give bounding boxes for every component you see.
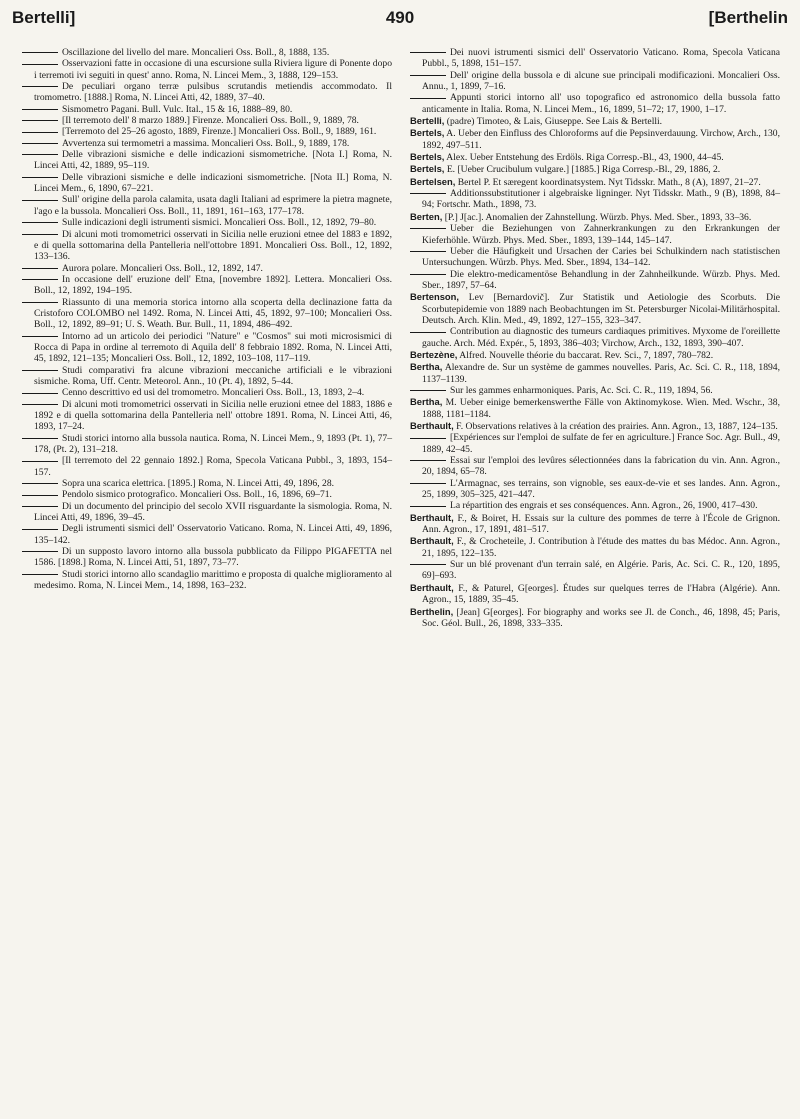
bibliography-entry [22, 399, 392, 433]
entry-text: Bertel P. Et særegent koordinatsystem. Nyt Tidsskr. Math., 8 (A), 1897, 21–27. [457, 176, 761, 188]
entry-text: Appunti storici intorno all' uso topografico ed astronomico della bussola fatto anticamente in Italia. Roma, N. Lincei Mem., 16, 1899, 51–72; 17, 1900, 1–17. [422, 92, 780, 115]
entry-text: Delle vibrazioni sismiche e delle indicazioni sismometriche. [Nota I.] Roma, N. Lincei Atti, 42, 1889, 95–119. [34, 149, 392, 172]
bibliography-entry [410, 420, 780, 432]
ditto-dash [22, 529, 58, 530]
bibliography-entry [410, 163, 780, 175]
bibliography-entry [410, 478, 780, 501]
entry-text: L'Armagnac, ses terrains, son vignoble, ses eaux-de-vie et ses landes. Ann. Agron., 25, 1899, 305–325, 421–447. [422, 477, 780, 501]
entry-text: Studi comparativi fra alcune vibrazioni meccaniche artificiali e le vibrazioni sismiche. Roma, Uff. Centr. Meteorol. Ann., 10 (Pt. 4), 1892, 5–44. [34, 364, 392, 387]
ditto-dash [22, 109, 58, 110]
bibliography-entry [410, 70, 780, 93]
entry-text: [Expériences sur l'emploi de sulfate de fer en agriculture.] France Soc. Agr. Bull., 49, 1889, 42–45. [422, 432, 780, 455]
entry-text: Additionssubstitutioner i algebraiske ligninger. Nyt Tidsskr. Math., 9 (B), 1898, 84–94; Fortschr. Math., 1898, 73. [422, 188, 780, 211]
entry-text: Ueber die Beziehungen von Zahnerkrankungen zu den Erkrankungen der Kieferhöhle. Würzb. Phys. Med. Sber., 1893, 139–144, 145–147. [422, 223, 780, 246]
ditto-dash [22, 551, 58, 552]
bibliography-entry [22, 81, 392, 104]
bibliography-entry [410, 512, 780, 536]
page-number: 490 [385, 8, 415, 27]
entry-text: Avvertenza sui termometri a massima. Moncalieri Oss. Boll., 9, 1889, 178. [62, 137, 350, 149]
ditto-dash [22, 336, 58, 337]
bibliography-entry [22, 365, 392, 388]
entry-text: Studi storici intorno alla bussola nautica. Roma, N. Lincei Mem., 9, 1893 (Pt. 1), 77–178, (Pt. 2), 131–218. [34, 432, 392, 456]
ditto-dash [22, 234, 58, 235]
entry-text: Sopra una scarica elettrica. [1895.] Roma, N. Lincei Atti, 49, 1896, 28. [62, 478, 335, 490]
author-name: Bertezène, [410, 348, 458, 360]
entry-text: Dei nuovi istrumenti sismici dell' Osservatorio Vaticano. Roma, Specola Vaticana Pubbl., 5, 1898, 151–157. [422, 47, 780, 70]
bibliography-entry [410, 559, 780, 582]
entry-text: [Il terremoto dell' 8 marzo 1889.] Firenze. Moncalieri Oss. Boll., 9, 1889, 78. [62, 115, 359, 127]
author-name: Bertha, [410, 361, 443, 373]
entry-text: Oscillazione del livello del mare. Moncalieri Oss. Boll., 8, 1888, 135. [62, 47, 330, 58]
ditto-dash [22, 393, 58, 394]
entry-text: A. Ueber den Einfluss des Chloroforms auf die Pepsinverdauung. Virchow, Arch., 130, 1892, 497–511. [422, 128, 780, 151]
ditto-dash [410, 98, 446, 99]
entry-text: Dell' origine della bussola e di alcune sue principali modificazioni. Moncalieri Oss. Annu., 1, 1899, 7–16. [422, 69, 780, 93]
author-name: Bertha, [410, 396, 443, 408]
bibliography-entry [410, 127, 780, 151]
bibliography-entry [410, 432, 780, 455]
ditto-dash [22, 302, 58, 303]
ditto-dash [22, 268, 58, 269]
entry-text: Di un supposto lavoro intorno alla bussola pubblicato da Filippo PIGAFETTA nel 1586. [1898.] Roma, N. Lincei Atti, 51, 1897, 73–77. [34, 546, 392, 569]
bibliography-entry [22, 229, 392, 263]
ditto-dash [22, 120, 58, 121]
ditto-dash [410, 460, 446, 461]
ditto-dash [22, 177, 58, 178]
ditto-dash [410, 251, 446, 252]
entry-text: Di alcuni moti tromometrici osservati in Sicilia nelle eruzioni etnee del 1883, 1886 e 1892 e di quella sottomarina della Pantelleria nell' ottobre 1891. Roma, N. Lincei Atti, 46, 1893, 17–24. [34, 398, 392, 433]
ditto-dash [22, 132, 58, 133]
bibliography-entry [410, 115, 780, 127]
entry-text: [P.] J[ac.]. Anomalien der Zahnstellung. Würzb. Phys. Med. Sber., 1893, 33–36. [444, 211, 752, 223]
ditto-dash [22, 86, 58, 87]
bibliography-entry [22, 331, 392, 365]
entry-text: Alexandre de. Sur un système de gammes nouvelles. Paris, Ac. Sci. C. R., 118, 1894, 1137–1139. [422, 362, 780, 385]
ditto-dash [22, 461, 58, 462]
bibliography-entry [22, 47, 392, 58]
bibliography-entry [410, 47, 780, 70]
bibliography-entry [22, 546, 392, 569]
ditto-dash [22, 483, 58, 484]
bibliography-entry [22, 523, 392, 546]
entry-text: Sur un blé provenant d'un terrain salé, en Algérie. Paris, Ac. Sci. C. R., 120, 1895, 69]–693. [422, 559, 780, 582]
bibliography-entry [410, 535, 780, 559]
bibliography-entry [410, 500, 780, 511]
bibliography-entry [410, 606, 780, 630]
entry-text: De peculiari organo terræ pulsibus scrutandis metiendis accommodato. Il tromometro. [1888.] Roma, N. Lincei Atti, 42, 1889, 37–40. [34, 81, 392, 104]
entry-text: F., & Crocheteile, J. Contribution à l'étude des mattes du bas Médoc. Ann. Agron., 21, 1895, 122–135. [422, 536, 780, 559]
ditto-dash [22, 154, 58, 155]
ditto-dash [410, 390, 446, 391]
entry-text: Sismometro Pagani. Bull. Vulc. Ital., 15 & 16, 1888–89, 80. [62, 103, 293, 115]
bibliography-entry [22, 263, 392, 274]
entry-text: Die elektro-medicamentöse Behandlung in der Zahnheilkunde. Würzb. Phys. Med. Sber., 1897, 57–64. [422, 268, 780, 291]
entry-text: F. Observations relatives à la création des prairies. Ann. Agron., 13, 1887, 124–135. [456, 421, 778, 432]
bibliography-entry [410, 151, 780, 163]
bibliography-entry [22, 138, 392, 149]
author-name: Berthault, [410, 420, 454, 431]
bibliography-entry [410, 211, 780, 223]
author-name: Bertelsen, [410, 175, 456, 187]
entry-text: Alfred. Nouvelle théorie du baccarat. Rev. Sci., 7, 1897, 780–782. [459, 349, 714, 361]
bibliography-entry [22, 489, 392, 500]
entry-text: Alex. Ueber Entstehung des Erdöls. Riga Corresp.-Bl., 43, 1900, 44–45. [446, 152, 724, 164]
bibliography-entry [410, 385, 780, 396]
ditto-dash [22, 370, 58, 371]
bibliography-entry [22, 297, 392, 331]
entry-text: (padre) Timoteo, & Lais, Giuseppe. See Lais & Bertelli. [446, 116, 663, 128]
bibliography-entry [410, 92, 780, 115]
bibliography-entry [22, 501, 392, 524]
author-name: Bertels, [410, 127, 445, 139]
bibliography-entry [410, 223, 780, 246]
ditto-dash [410, 332, 446, 333]
bibliography-entry [410, 455, 780, 478]
bibliography-entry [410, 269, 780, 292]
ditto-dash [410, 438, 446, 439]
ditto-dash [22, 143, 58, 144]
entry-text: [Il terremoto del 22 gennaio 1892.] Roma, Specola Vaticana Pubbl., 3, 1893, 154–157. [34, 455, 392, 478]
bibliography-entry [22, 274, 392, 297]
bibliography-entry [22, 217, 392, 228]
bibliography-entry [22, 387, 392, 398]
right-column [410, 47, 780, 629]
entry-text: M. Ueber einige bemerkenswerthe Fälle von Aktinomykose. Wien. Med. Wschr., 38, 1888, 1181–1184. [422, 397, 780, 420]
ditto-dash [22, 222, 58, 223]
entry-text: Sull' origine della parola calamita, usata dagli Italiani ad esprimere la pietra magnete, l'ago e la bussola. Moncalieri Oss. Boll., 11, 1891, 161–163, 177–178. [34, 194, 392, 217]
entry-text: Studi storici intorno allo scandaglio marittimo e proposta di qualche miglioramento al medesimo. Roma, N. Lincei Mem., 14, 1898, 163–232. [34, 568, 392, 592]
entry-text: E. [Ueber Crucibulum vulgare.] [1885.] Riga Corresp.-Bl., 29, 1886, 2. [446, 164, 721, 176]
bibliography-entry [22, 126, 392, 137]
bibliography-entry [410, 246, 780, 269]
left-column [22, 47, 392, 592]
ditto-dash [22, 438, 58, 439]
ditto-dash [22, 506, 58, 507]
ditto-dash [410, 75, 446, 76]
bibliography-entry [410, 396, 780, 420]
header-right-catchword: [Berthelin [708, 8, 788, 27]
entry-text: Essai sur l'emploi des levûres sélectionnées dans la fabrication du vin. Ann. Agron., 20, 1894, 65–78. [422, 455, 780, 478]
ditto-dash [410, 483, 446, 484]
entry-text: Riassunto di una memoria storica intorno alla scoperta della declinazione fatta da Cristoforo COLOMBO nel 1492. Roma, N. Lincei Atti, 45, 1892, 97–100; Moncalieri Oss. Boll., 12, 1892, 89–91; U. S. Weath. Bur. Bull., 11, 1894, 486–492. [34, 296, 392, 331]
bibliography-entry [22, 194, 392, 217]
entry-text: Di un documento del principio del secolo XVII risguardante la sismologia. Roma, N. Lincei Atti, 49, 1896, 39–45. [34, 500, 392, 524]
entry-text: [Terremoto del 25–26 agosto, 1889, Firenze.] Moncalieri Oss. Boll., 9, 1889, 161. [62, 126, 377, 138]
ditto-dash [22, 574, 58, 575]
entry-text: Intorno ad un articolo dei periodici "Nature" e "Cosmos" sui moti microsismici di Rocca di Papa in ordine al terremoto di Aquila dell' 8 febbraio 1892. Roma, N. Lincei Atti, 45, 1892, 121–135; Moncalieri Oss. Boll., 12, 1892, 103–108, 117–119. [34, 330, 392, 365]
ditto-dash [22, 495, 58, 496]
bibliography-entry [410, 176, 780, 188]
bibliography-entry [410, 188, 780, 211]
author-name: Berten, [410, 210, 443, 222]
bibliography-entry [22, 172, 392, 195]
ditto-dash [410, 274, 446, 275]
entry-text: Osservazioni fatte in occasione di una escursione sulla Riviera ligure di Ponente dopo i terremoti ivi seguiti in quest' anno. Roma, N. Lincei Mem., 3, 1888, 129–153. [34, 58, 392, 81]
bibliography-entry [410, 361, 780, 385]
bibliography-entry [410, 582, 780, 606]
ditto-dash [410, 564, 446, 565]
author-name: Berthault, [410, 511, 454, 523]
ditto-dash [410, 506, 446, 507]
entry-text: In occasione dell' eruzione dell' Etna, [novembre 1892]. Lettera. Moncalieri Oss. Boll., 12, 1892, 194–195. [34, 273, 392, 297]
entry-text: Sulle indicazioni degli istrumenti sismici. Moncalieri Oss. Boll., 12, 1892, 79–80. [62, 217, 377, 229]
entry-text: Pendolo sismico protografico. Moncalieri Oss. Boll., 16, 1896, 69–71. [62, 489, 332, 501]
ditto-dash [22, 404, 58, 405]
entry-text: Contribution au diagnostic des tumeurs cardiaques primitives. Myxome de l'oreillette gauche. Arch. Méd. Expér., 5, 1893, 386–403; Virchow, Arch., 132, 1893, 390–407. [422, 326, 780, 349]
bibliography-entry [22, 569, 392, 592]
entry-text: F., & Boiret, H. Essais sur la culture des pommes de terre à l'École de Grignon. Ann. Agron., 17, 1891, 481–517. [422, 512, 780, 536]
bibliography-entry [22, 58, 392, 81]
ditto-dash [22, 200, 58, 201]
running-head [12, 8, 788, 36]
entry-text: Ueber die Häufigkeit und Ursachen der Caries bei Schulkindern nach statistischen Untersuchungen. Würzb. Phys. Med. Sber., 1894, 134–142. [422, 245, 780, 269]
bibliography-entry [22, 104, 392, 115]
entry-text: [Jean] G[eorges]. For biography and works see Jl. de Conch., 46, 1898, 45; Paris, Soc. Géol. Bull., 26, 1898, 333–335. [422, 606, 780, 629]
bibliography-entry [410, 349, 780, 361]
entry-text: F., & Paturel, G[eorges]. Études sur quelques terres de l'Habra (Algérie). Ann. Agron., 15, 1889, 35–45. [422, 582, 780, 606]
entry-text: Degli istrumenti sismici dell' Osservatorio Vaticano. Roma, N. Lincei Atti, 49, 1896, 135–142. [34, 523, 392, 546]
ditto-dash [410, 228, 446, 229]
entry-text: La répartition des engrais et ses conséquences. Ann. Agron., 26, 1900, 417–430. [450, 500, 758, 512]
ditto-dash [22, 279, 58, 280]
author-name: Berthelin, [410, 605, 454, 617]
author-name: Bertelli, [410, 115, 445, 127]
ditto-dash [22, 52, 58, 53]
author-name: Berthault, [410, 581, 454, 593]
bibliography-entry [410, 291, 780, 326]
author-name: Berthault, [410, 535, 454, 547]
ditto-dash [410, 52, 446, 53]
entry-text: Lev [Bernardovič]. Zur Statistik und Aetiologie des Scorbuts. Die Scorbutepidemie von 1889 nach Beobachtungen im St. Petersburger Nicolai-Militärhospital. Deutsch. Arch. Klin. Med., 49, 1892, 127–155, 323–347. [422, 292, 780, 326]
entry-text: Cenno descrittivo ed usi del tromometro. Moncalieri Oss. Boll., 13, 1893, 2–4. [62, 387, 365, 399]
author-name: Bertels, [410, 151, 445, 163]
bibliography-entry [22, 478, 392, 489]
bibliography-entry [22, 115, 392, 126]
bibliography-entry [22, 433, 392, 456]
entry-text: Aurora polare. Moncalieri Oss. Boll., 12, 1892, 147. [62, 262, 263, 274]
bibliography-entry [22, 149, 392, 172]
bibliography-entry [22, 455, 392, 478]
ditto-dash [22, 64, 58, 65]
entry-text: Di alcuni moti tromometrici osservati in Sicilia nelle eruzioni etnee del 1883 e 1892, e di quella sottomarina della Pantelleria nell'ottobre 1891. Moncalieri Oss. Boll., 12, 1892, 133–136. [34, 228, 392, 263]
author-name: Bertenson, [410, 291, 459, 303]
header-left-catchword: Bertelli] [12, 8, 76, 27]
entry-text: Delle vibrazioni sismiche e delle indicazioni sismometriche. [Nota II.] Roma, N. Lincei Mem., 6, 1890, 67–221. [34, 171, 392, 195]
author-name: Bertels, [410, 163, 445, 175]
entry-text: Sur les gammes enharmoniques. Paris, Ac. Sci. C. R., 119, 1894, 56. [450, 384, 713, 396]
bibliography-entry [410, 326, 780, 349]
ditto-dash [410, 193, 446, 194]
